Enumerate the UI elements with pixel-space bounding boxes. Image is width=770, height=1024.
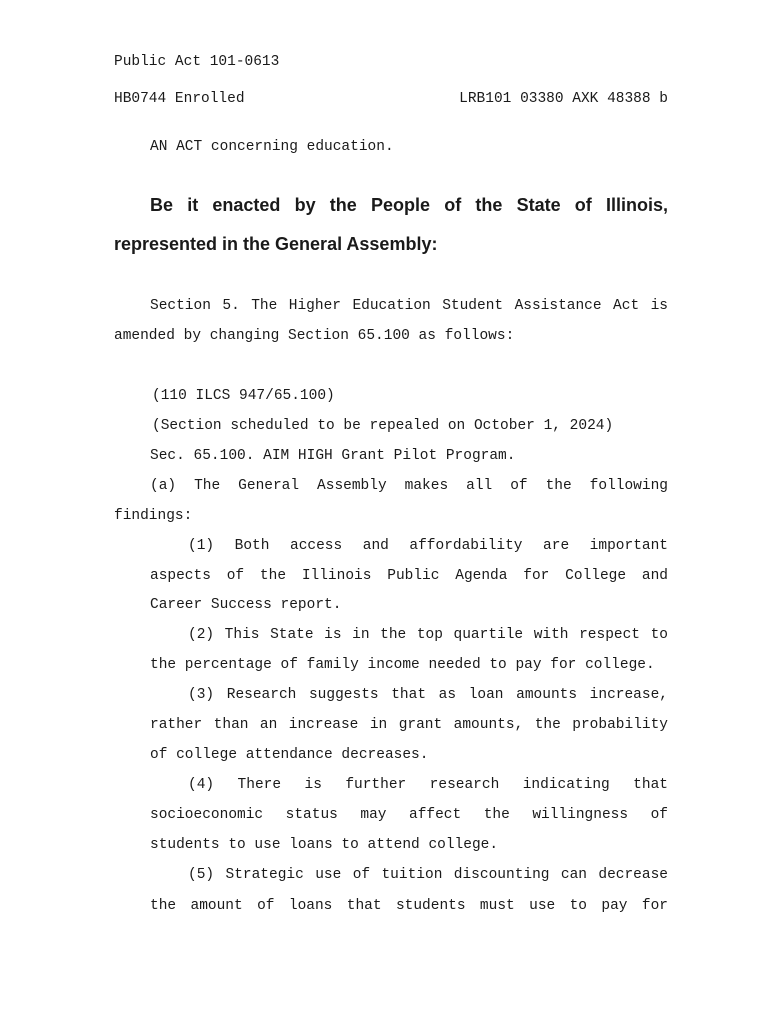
body-line: rather than an increase in grant amounts, the probability bbox=[150, 717, 668, 733]
act-title: AN ACT concerning education. bbox=[150, 139, 394, 155]
body-line: socioeconomic status may affect the willingness of bbox=[150, 807, 668, 823]
body-line: of college attendance decreases. bbox=[150, 747, 429, 763]
body-line: students to use loans to attend college. bbox=[150, 837, 499, 853]
finding-3: (3) Research suggests that as loan amounts increase, bbox=[188, 687, 668, 703]
finding-2: (2) This State is in the top quartile with respect to bbox=[188, 627, 668, 643]
lrb-number: LRB101 03380 AXK 48388 b bbox=[459, 91, 668, 107]
finding-1: (1) Both access and affordability are important bbox=[188, 538, 668, 554]
finding-4: (4) There is further research indicating that bbox=[188, 777, 668, 793]
body-line: amended by changing Section 65.100 as follows: bbox=[114, 328, 515, 344]
enacting-clause-line-1: Be it enacted by the People of the State of Illinois, bbox=[150, 195, 668, 215]
statute-citation: (110 ILCS 947/65.100) bbox=[152, 388, 335, 404]
body-line: aspects of the Illinois Public Agenda for College and bbox=[150, 568, 668, 584]
body-line: findings: bbox=[114, 508, 193, 524]
body-line: the amount of loans that students must use to pay for bbox=[150, 898, 668, 914]
repeal-note: (Section scheduled to be repealed on October 1, 2024) bbox=[152, 418, 614, 434]
body-line: (a) The General Assembly makes all of the following bbox=[150, 478, 668, 494]
body-line: the percentage of family income needed to pay for college. bbox=[150, 657, 655, 673]
bill-number: HB0744 Enrolled bbox=[114, 91, 245, 107]
finding-5: (5) Strategic use of tuition discounting can decrease bbox=[188, 867, 668, 883]
section-heading: Sec. 65.100. AIM HIGH Grant Pilot Program. bbox=[150, 448, 516, 464]
enacting-clause-line-2: represented in the General Assembly: bbox=[114, 234, 438, 254]
body-line: Career Success report. bbox=[150, 597, 342, 613]
public-act-number: Public Act 101-0613 bbox=[114, 54, 280, 70]
body-line: Section 5. The Higher Education Student Assistance Act is bbox=[150, 298, 668, 314]
